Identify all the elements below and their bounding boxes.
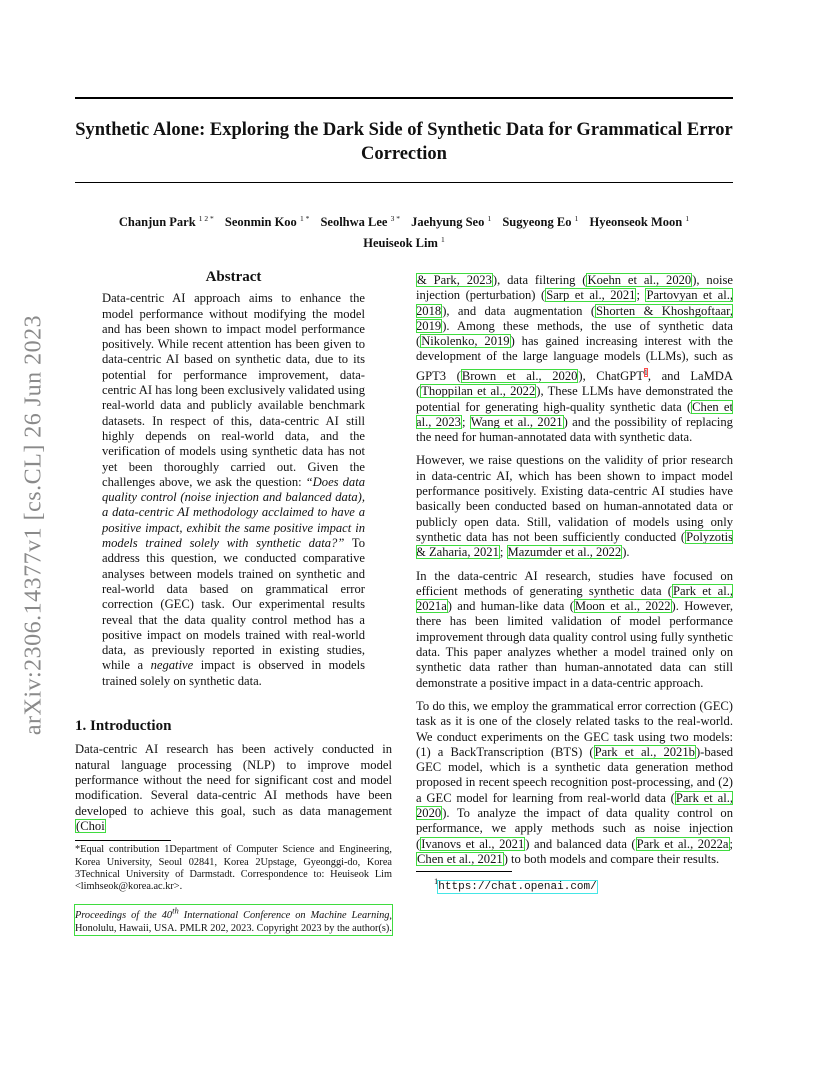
footnote-rule bbox=[75, 840, 171, 841]
author: Seonmin Koo $^{1 *}$ bbox=[224, 214, 310, 230]
affiliation-footnote: *Equal contribution 1Department of Computer Science and Engineering, Korea University, Seoul 02841, Korea 2Upstage, Gyeonggi-do, Korea 3Technical University of Darmstadt. Correspondence to: Heuiseok Lim <limhseok@korea.ac.kr>. bbox=[75, 844, 392, 893]
citation-link[interactable]: Partovyan et al., 2018 bbox=[416, 288, 733, 318]
citation-link[interactable]: Park et al., 2020 bbox=[416, 790, 733, 820]
citation-link[interactable]: Brown et al., 2020 bbox=[461, 368, 578, 383]
author: Sugyeong Eo $^1$ bbox=[502, 214, 579, 230]
abstract-text: Data-centric AI approach aims to enhance the model performance without modifying the model and has been shown to impact model performance positively. While recent attention has been given to data-centric AI based on synthetic data, due to its potential for performance improvement, data-centric AI has long been exclusively validated using real-world data and publicly available benchmark datasets. In respect of this, data-centric AI still highly depends on real-world data, and the verification of models using synthetic data has not yet been thoroughly carried out. Given the challenges above, we ask the question: “Does data quality control (noise injection and balanced data), a data-centric AI methodology acclaimed to have a positive impact, exhibit the same positive impact in models trained solely with synthetic data?” To address this question, we conducted comparative analyses between models trained on synthetic and real-world data based on grammatical error correction (GEC) task. Our experimental results reveal that the data quality control method has a positive impact on models trained with real-world data, as previously reported in existing studies, while a negative impact is observed in models trained solely on synthetic data. bbox=[102, 291, 365, 688]
author: Seolhwa Lee $^{3 *}$ bbox=[320, 214, 400, 230]
citation-link[interactable]: & Park, 2023 bbox=[417, 273, 492, 287]
abstract-question: “Does data quality control (noise injection and balanced data), a data-centric AI methodology acclaimed to have a positive impact, exhibit the same positive impact in models trained solely with synthetic data?” bbox=[102, 474, 365, 551]
title-rule-bottom bbox=[75, 182, 733, 183]
citation-link[interactable]: Nikolenko, 2019 bbox=[421, 334, 510, 349]
citation-link[interactable]: Thoppilan et al., 2022 bbox=[421, 384, 536, 399]
citation-link[interactable]: Ivanovs et al., 2021 bbox=[421, 836, 525, 851]
citation-link[interactable]: Koehn et al., 2020 bbox=[587, 273, 692, 287]
citation-link[interactable]: Moon et al., 2022 bbox=[574, 599, 671, 614]
section-heading-introduction: 1. Introduction bbox=[75, 718, 172, 735]
citation-link[interactable]: Sarp et al., 2021 bbox=[546, 288, 636, 303]
author: Jaehyung Seo $^1$ bbox=[411, 214, 492, 230]
abstract-heading: Abstract bbox=[205, 269, 262, 285]
author-list bbox=[75, 210, 733, 252]
intro-paragraph-3: In the data-centric AI research, studies have focused on efficient methods of generating synthetic data (Park et al., 2021a) and human-like data (Moon et al., 2022). However, there has been limited validation of model performance improvement through data quality control using fully synthetic data. This paper analyzes whether a model trained only on synthetic data rather than human-annotated data can still demonstrate a positive impact in a data-centric approach. bbox=[416, 568, 733, 690]
paper-title: Synthetic Alone: Exploring the Dark Side of Synthetic Data for Grammatical Error Correction bbox=[75, 120, 733, 164]
intro-paragraph-2: However, we raise questions on the validity of prior research in data-centric AI, which has been shown to impact model performance positively. Existing data-centric AI studies have basically been conducted based on human-annotated data or publicly open data. Still, validation of models using only synthetic data has not been sufficiently conducted (Polyzotis & Zaharia, 2021; Mazumder et al., 2022). bbox=[416, 453, 733, 560]
citation-link[interactable]: (Choi bbox=[76, 818, 105, 833]
author: Hyeonseok Moon $^1$ bbox=[589, 214, 690, 230]
proceedings-note[interactable]: Proceedings of the 40th International Conference on Machine Learning, Honolulu, Hawaii, USA. PMLR 202, 2023. Copyright 2023 by the author(s). bbox=[75, 905, 392, 934]
footnote-rule bbox=[416, 871, 512, 872]
left-column bbox=[75, 270, 392, 935]
abstract-emphasis: negative bbox=[150, 658, 194, 673]
citation-link[interactable]: Park et al., 2022a bbox=[636, 836, 729, 851]
citation-link[interactable]: Wang et al., 2021 bbox=[470, 414, 563, 429]
intro-paragraph-4: To do this, we employ the grammatical error correction (GEC) task as it is one of the closely related tasks to the real-world. We conduct experiments on the GEC task using two models: (1) a BackTranscription (BTS) (Park et al., 2021b)-based GEC model, which is a synthetic data generation method proposed in recent speech recognition post-processing, and (2) a GEC model for learning from real-world data (Park et al., 2020). To analyze the impact of data quality control on performance, we apply methods such as noise injection (Ivanovs et al., 2021) and balanced data (Park et al., 2022a; Chen et al., 2021) to both models and compare their results. bbox=[416, 698, 734, 866]
arxiv-identifier-stamp[interactable]: arXiv:2306.14377v1 [cs.CL] 26 Jun 2023 bbox=[20, 314, 47, 736]
citation-link[interactable]: Shorten & Khoshgoftaar, 2019 bbox=[416, 303, 733, 333]
citation-link[interactable]: Park et al., 2021b bbox=[594, 744, 695, 759]
citation-link[interactable]: Park et al., 2021a bbox=[416, 583, 733, 614]
footnote-url-link[interactable]: https://chat.openai.com/ bbox=[438, 880, 597, 893]
right-column bbox=[416, 273, 733, 893]
footnote-reference[interactable]: 1 bbox=[643, 367, 648, 377]
title-rule-top bbox=[75, 97, 733, 99]
author: Chanjun Park $^{1 2 *}$ bbox=[118, 214, 214, 230]
citation-link[interactable]: Chen et al., 2021 bbox=[417, 851, 503, 866]
chatgpt-footnote: $^1$https://chat.openai.com/ bbox=[434, 876, 597, 893]
citation-link[interactable]: Polyzotis & Zaharia, 2021 bbox=[416, 529, 733, 560]
author: Heuiseok Lim $^1$ bbox=[363, 235, 445, 251]
intro-paragraph-1: Data-centric AI research has been actively conducted in natural language processing (NLP) to improve model performance without the need for significant cost and model modification. Several data-centric AI methods have been developed to achieve this goal, such as data management (Choi bbox=[75, 742, 392, 833]
intro-paragraph-1-continued: & Park, 2023), data filtering (Koehn et al., 2020), noise injection (perturbation) (Sarp et al., 2021; Partovyan et al., 2018), and data augmentation (Shorten & Khoshgoftaar, 2019). Among these methods, the use of synthetic data (Nikolenko, 2019) has gained increasing interest with the development of the large language models (LLMs), such as GPT3 (Brown et al., 2020), ChatGPT$^1$, and LaMDA (Thoppilan et al., 2022), These LLMs have demonstrated the potential for generating high-quality synthetic data (Chen et al., 2023; Wang et al., 2021) and the possibility of replacing the need for human-annotated data with synthetic data. bbox=[416, 273, 733, 445]
citation-link[interactable]: Chen et al., 2023 bbox=[416, 399, 733, 429]
citation-link[interactable]: Mazumder et al., 2022 bbox=[507, 545, 622, 560]
